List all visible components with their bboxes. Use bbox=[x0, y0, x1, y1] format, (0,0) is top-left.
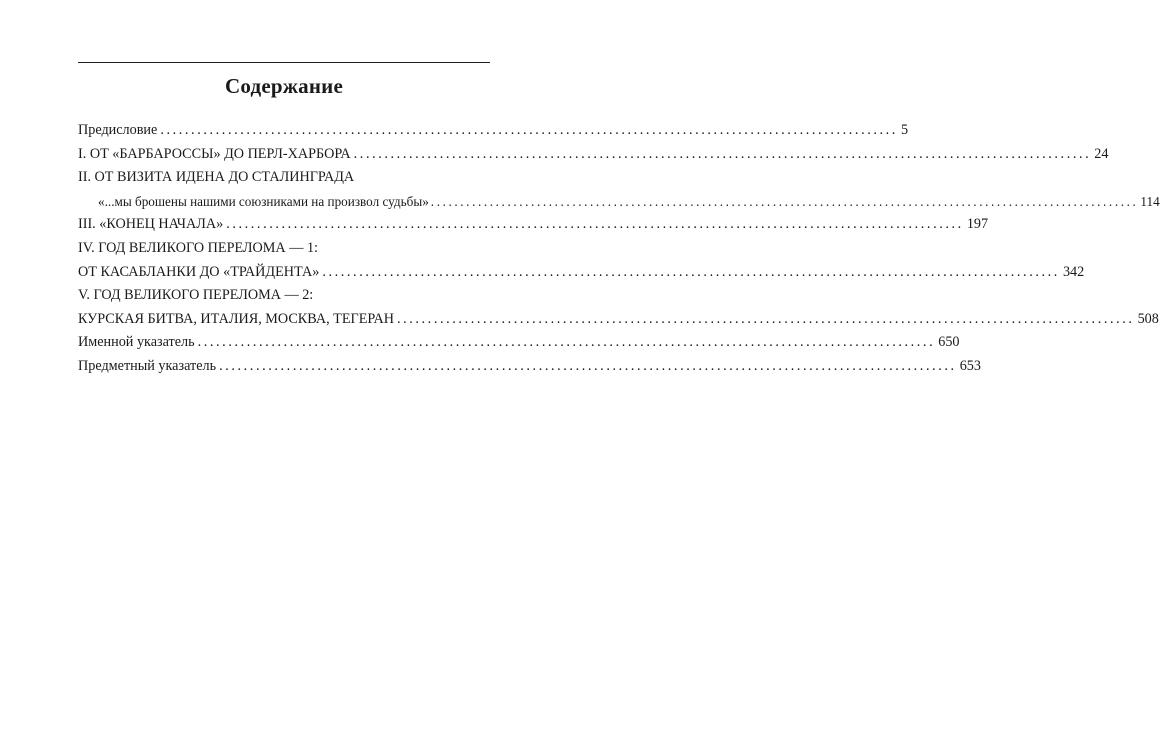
toc-entry bbox=[78, 166, 490, 190]
toc-dot-leader: ........................................................................................................................ bbox=[160, 122, 898, 138]
toc-entry bbox=[78, 308, 1159, 332]
top-rule bbox=[78, 62, 490, 63]
toc-entry bbox=[78, 261, 1085, 285]
toc-dot-leader: ........................................................................................................................ bbox=[226, 216, 964, 233]
toc-entry-page: 650 bbox=[938, 334, 960, 351]
toc-entry-label: Предисловие bbox=[78, 122, 158, 138]
toc-entry-page: 5 bbox=[900, 122, 909, 138]
table-of-contents bbox=[78, 119, 1160, 379]
toc-entry-label: Предметный указатель bbox=[78, 357, 217, 374]
toc-dot-leader: ........................................................................................................................ bbox=[197, 334, 936, 351]
toc-dot-leader: ........................................................................................................................ bbox=[322, 263, 1060, 280]
toc-dot-leader: ........................................................................................................................ bbox=[430, 193, 1139, 209]
toc-dot-leader: ........................................................................................................................ bbox=[353, 145, 1092, 162]
toc-entry bbox=[78, 355, 981, 379]
toc-entry-page: 114 bbox=[1140, 193, 1160, 209]
toc-entry-label: КУРСКАЯ БИТВА, ИТАЛИЯ, МОСКВА, ТЕГЕРАН bbox=[78, 310, 394, 327]
toc-entry bbox=[78, 213, 989, 237]
toc-entry-page: 342 bbox=[1062, 263, 1085, 280]
toc-entry bbox=[78, 143, 1109, 167]
toc-entry-label: IV. ГОД ВЕЛИКОГО ПЕРЕЛОМА — 1: bbox=[78, 239, 318, 256]
toc-entry-label: II. ОТ ВИЗИТА ИДЕНА ДО СТАЛИНГРАДА bbox=[78, 169, 355, 186]
toc-entry-label: ОТ КАСАБЛАНКИ ДО «ТРАЙДЕНТА» bbox=[78, 263, 320, 280]
toc-entry-label: I. ОТ «БАРБАРОССЫ» ДО ПЕРЛ-ХАРБОРА bbox=[78, 145, 351, 162]
toc-entry-page: 508 bbox=[1137, 310, 1159, 327]
page-title: Содержание bbox=[225, 74, 343, 98]
toc-entry-page: 653 bbox=[959, 357, 981, 374]
toc-entry-label: III. «КОНЕЦ НАЧАЛА» bbox=[78, 216, 224, 233]
toc-entry bbox=[78, 331, 960, 355]
toc-dot-leader: ........................................................................................................................ bbox=[219, 357, 957, 374]
toc-entry-label: Именной указатель bbox=[78, 334, 195, 351]
toc-entry-label: V. ГОД ВЕЛИКОГО ПЕРЕЛОМА — 2: bbox=[78, 287, 314, 304]
toc-entry bbox=[78, 190, 1160, 214]
toc-entry bbox=[78, 119, 909, 143]
toc-entry-label: «...мы брошены нашими союзниками на произвол судьбы» bbox=[98, 193, 429, 209]
toc-entry bbox=[78, 284, 490, 308]
toc-entry-page: 24 bbox=[1094, 145, 1109, 162]
toc-entry-page: 197 bbox=[966, 216, 989, 233]
toc-dot-leader: ........................................................................................................................ bbox=[396, 310, 1135, 327]
toc-entry bbox=[78, 237, 490, 261]
